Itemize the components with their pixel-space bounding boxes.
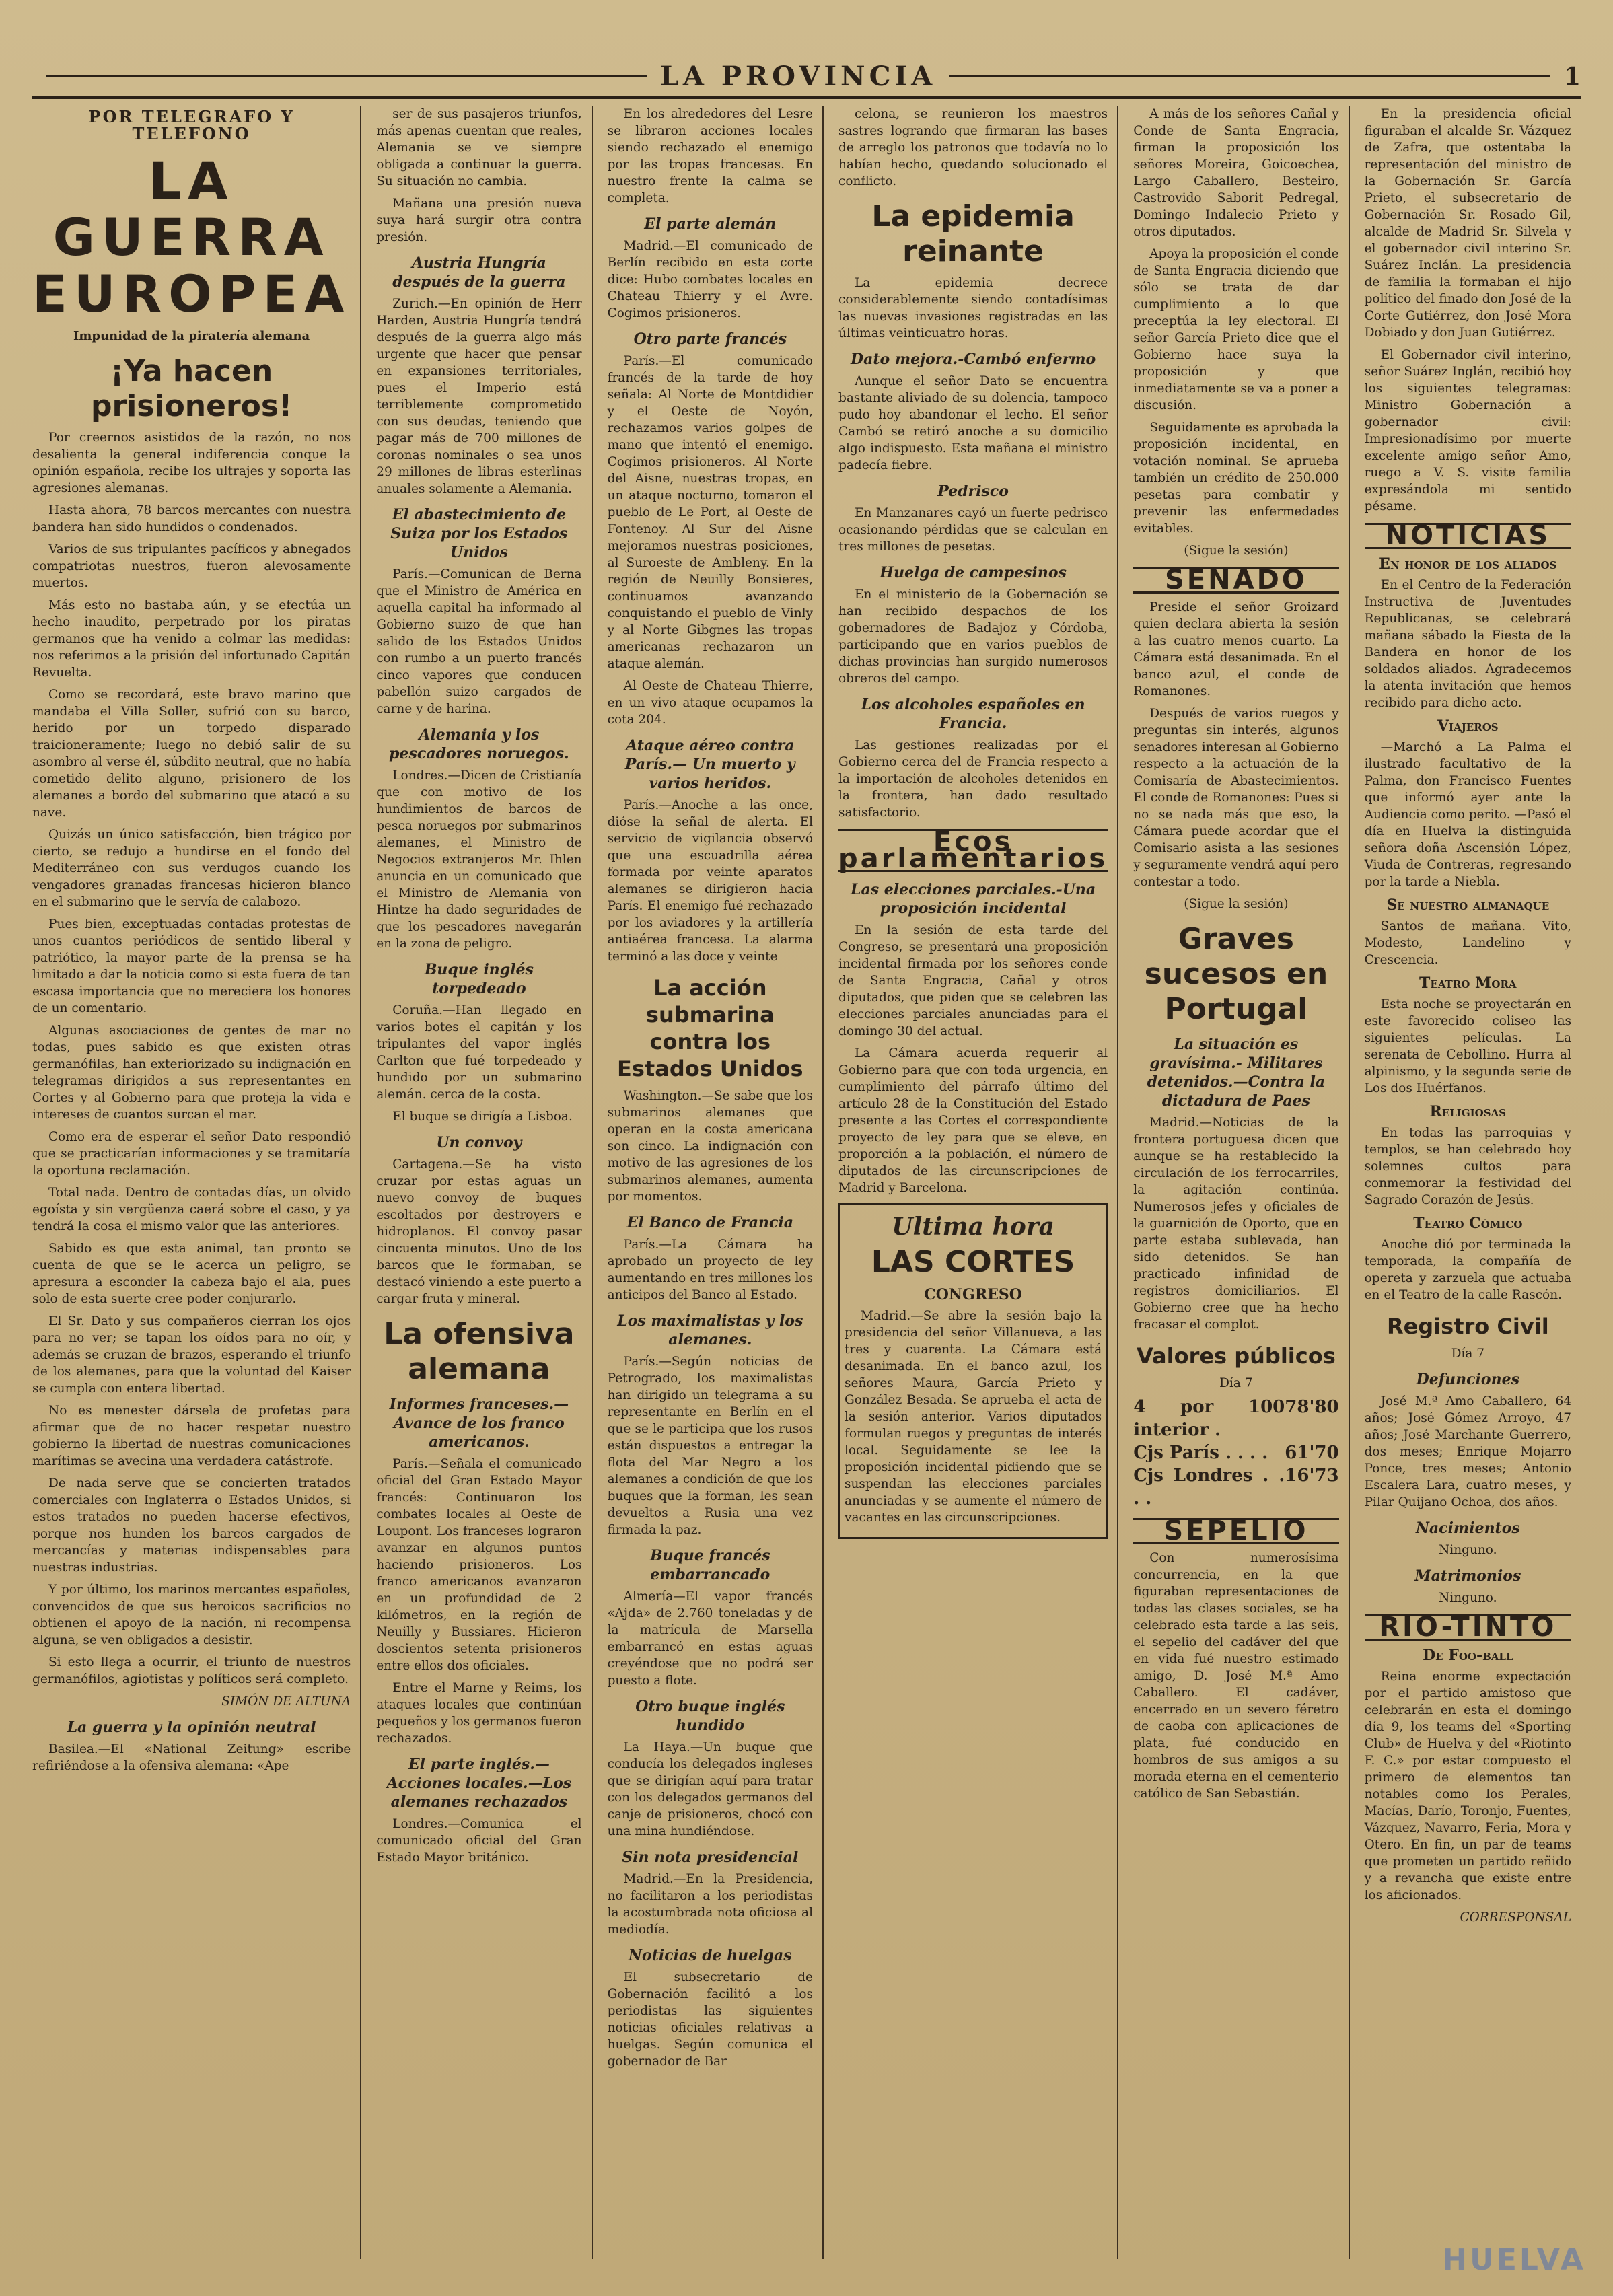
paragraph: A más de los señores Cañal y Conde de Santa Engracia, firman la proposición los señores Moreira, Goicoechea, Largo Caballero, Besteiro, Castrovido Saborit Pedregal, Domingo Indalecio Prieto y otros diputados.: [1133, 107, 1339, 239]
paragraph: En la presidencia oficial figuraban el alcalde Sr. Vázquez de Zafra, que ostentaba la representación del ministro de la Gobernación Sr. García Prieto, el subsecretario de Gobernación Sr. Rosado Gil, alcalde de Madrid Sr. Silvela y el gobernador civil interino Sr. Suárez Inclán. La presidencia de familia la formaban el hijo político del finado don José de la Corte Gutiérrez, don José Mora Dobiado y don Juan Gutiérrez.: [1364, 107, 1571, 340]
column-1: [32, 106, 361, 2259]
columns: [32, 106, 1581, 2259]
paragraph: De nada serve que se concierten tratados comerciales con Inglaterra o Estados Unidos, si estos tratados no pueden hacerse efectivos, porque nos hunden los barcos cargados de mercancías y materias indispensables para nuestras industrias.: [32, 1476, 351, 1575]
paragraph: Total nada. Dentro de contadas días, un olvido egoísta y sin vergüenza caerá sobre el caso, y ya tendrá la cosa el mismo valor que las anteriores.: [32, 1186, 351, 1233]
paragraph: Entre el Marne y Reims, los ataques locales que continúan pequeños y los germanos fueron rechazados.: [376, 1681, 582, 1746]
subsection-heading: Matrimonios: [1414, 1567, 1521, 1585]
paragraph: Al Oeste de Chateau Thierre, en un vivo ataque ocupamos la cota 204.: [607, 679, 813, 727]
section-kicker: POR TELEGRAFO Y TELEFONO: [88, 107, 295, 143]
bond-value: 61'70: [1285, 1443, 1339, 1463]
paragraph: —Marchó a La Palma el ilustrado facultativo de la Palma, don Francisco Fuentes que informó ayer ante la Audiencia como perito. —Pasó el día en Huelva la distinguida señora doña Ascensión López, Viuda de Contreras, regresando por la tarde a Niebla.: [1364, 740, 1571, 889]
section-heading: Austria Hungría después de la guerra: [392, 254, 566, 291]
paragraph: Después de varios ruegos y preguntas sin interés, algunos senadores interesan al Gobierno respecto a la actuación de la Comisaría de Abastecimientos. El conde de Romanones: Pues si no se nada más que eso, la Cámara puede acordar que el Comisario asista a las sesiones y seguramente vendrá aquí pero contestar a todo.: [1133, 707, 1339, 889]
paragraph: Madrid.—El comunicado de Berlín recibido en esta corte dice: Hubo combates locales en Chateau Thierry y el Avre. Cogimos prisioneros.: [607, 239, 813, 320]
bond-label: Cjs Londres . . . .: [1133, 1466, 1285, 1509]
paragraph: En Manzanares cayó un fuerte pedrisco ocasionando pérdidas que se calculan en tres millones de pesetas.: [838, 506, 1108, 554]
section-heading: De Foo-ball: [1423, 1647, 1513, 1664]
section-heading: El parte alemán: [644, 215, 777, 233]
paragraph: París.—Comunican de Berna que el Ministro de América en aquella capital ha informado al Gobierno suizo de que han salido de los Estados Unidos con rumbo a un puerto francés cinco vapores que conducen pabellón suizo cargados de carne y de harina.: [376, 567, 582, 716]
bond-value: 16'73: [1285, 1466, 1339, 1486]
paragraph: París.—El comunicado francés de la tarde de hoy señala: Al Norte de Montdidier y el Oeste de Noyón, rechazamos varios golpes de mano que intentó el enemigo. Cogimos prisioneros. Al Norte del Aisne, nuestras tropas, en un ataque nocturno, tomaron el pueblo de Le Port, al Oeste de Fontenoy. Al Sur del Aisne mejoramos nuestras posiciones, al Suroeste de Ambleny. En la región de Neuilly Bonsieres, continuamos avanzando conquistando el pueblo de Vinly y al Norte Gibgnes las tropas americanas rechazaron un ataque alemán.: [607, 354, 813, 671]
paragraph: Con numerosísima concurrencia, en la que figuraban representaciones de todas las clases sociales, se ha celebrado esta tarde a las seis, el sepelio del cadáver del que en vida fué nuestro estimado amigo, D. José M.ª Amo Caballero. El cadáver, encerrado en un severo féretro de caoba con aplicaciones de plata, fué conducido en hombros de sus amigos a su morada eterna en el cementerio católico de San Sebastián.: [1133, 1551, 1339, 1801]
paragraph: Seguidamente es aprobada la proposición incidental, en votación nominal. Se aprueba también un crédito de 250.000 pesetas para combatir y prevenir las enfermedades evitables.: [1133, 421, 1339, 536]
paragraph: Mañana una presión nueva suya hará surgir otra contra presión.: [376, 196, 582, 244]
section-heading: Se nuestro almanaque: [1386, 896, 1550, 914]
box-headline: LAS CORTES: [871, 1245, 1075, 1279]
paragraph: París.—La Cámara ha aprobado un proyecto de ley aumentando en tres millones los anticipos del Banco al Estado.: [607, 1237, 813, 1302]
section-heading: Ataque aéreo contra París.— Un muerto y varios heridos.: [624, 737, 795, 792]
paragraph: Pues bien, exceptuadas contadas protestas de unos cuantos periódicos de sentido liberal y patriótico, la mayor parte de la prensa se ha limitado a dar la noticia como si esta fuera de tan escasa importancia que no mereciera los honores de un comentario.: [32, 917, 351, 1015]
correspondent-signature: CORRESPONSAL: [1460, 1910, 1571, 1925]
column-6: [1365, 106, 1581, 2259]
section-heading: Sin nota presidencial: [622, 1849, 799, 1866]
subsection-heading: Nacimientos: [1415, 1519, 1520, 1537]
paragraph: La Haya.—Un buque que conducía los delegados ingleses que se dirigían aquí para tratar con los delegados germanos del canje de prisioneros, chocó con una mina hundiéndose.: [607, 1740, 813, 1838]
section-heading: Buque francés embarrancado: [649, 1547, 770, 1583]
section-heading: Buque inglés torpedeado: [424, 961, 534, 997]
section-heading: Otro parte francés: [633, 330, 787, 348]
paragraph: París.—Anoche a las once, dióse la señal de alerta. El servicio de vigilancia observó que una escuadrilla aérea formada por veinte aparatos alemanes se dirigieron hacia París. El enemigo fué rechazado por los aviadores y la artillería antiaérea francesa. La alarma terminó a las doce y veinte: [607, 798, 813, 964]
section-heading: El parte inglés.—Acciones locales.—Los alemanes rechazados: [386, 1756, 572, 1811]
main-deck: Impunidad de la piratería alemana: [73, 329, 310, 343]
paragraph: Cartagena.—Se ha visto cruzar por estas aguas un nuevo convoy de buques escoltados por destroyers e hidroplanos. El convoy pasar cincuenta minutos. Uno de los barcos que le formaban, se destacó viniendo a este puerto a cargar fruta y mineral.: [376, 1157, 582, 1306]
paragraph: El Sr. Dato y sus compañeros cierran los ojos para no ver; se tapan los oídos para no oír, y además se cruzan de brazos, esperando el triunfo de los alemanes, para que la voluntad del Kaiser se cumpla con entera libertad.: [32, 1314, 351, 1396]
paragraph: Apoya la proposición el conde de Santa Engracia diciendo que sólo se trata de dar cumplimiento a lo que preceptúa la ley electoral. El señor García Prieto dice que el Gobierno hace suya la proposición y que inmediatamente se va a poner a discusión.: [1133, 247, 1339, 412]
bonds-table: [1133, 1396, 1338, 1510]
paragraph: París.—Señala el comunicado oficial del Gran Estado Mayor francés: Continuaron los combates locales al Oeste de Loupont. Los franceses lograron avanzar en algunos puntos haciendo prisioneros. Los franco americanos avanzaron en un profundidad de 2 kilómetros, en la región de Neuilly y Bussiares. Hicieron doscientos setenta prisioneros entre ellos dos oficiales.: [376, 1457, 582, 1673]
date-line: Día 7: [1451, 1347, 1485, 1361]
article-body: [32, 429, 351, 1688]
paragraph: En el ministerio de la Gobernación se han recibido despachos de los gobernadores de Badajoz y Córdoba, participando que en varios pueblos de dichas provincias han surgido numerosos obreros del campo.: [838, 587, 1108, 686]
paragraph: ser de sus pasajeros triunfos, más apenas cuentan que reales, Alemania se ve siempre obligada a continuar la guerra. Su situación no cambia.: [376, 107, 582, 188]
paragraph: Santos de mañana. Vito, Modesto, Landelino y Crescencia.: [1364, 919, 1571, 967]
paragraph: La epidemia decrece considerablemente siendo contadísimas las nuevas invasiones registradas en las últimas veinticuatro horas.: [838, 276, 1108, 340]
section-heading: Los alcoholes españoles en Francia.: [861, 696, 1085, 732]
paragraph: José M.ª Amo Caballero, 64 años; José Gómez Arroyo, 47 años; José Marchante Guerrero, dos meses; Enrique Mojarro Ponce, tres meses; Antonio Escalera Lara, cuatro meses, y Pilar Quijano Ochoa, dos años.: [1364, 1394, 1571, 1509]
paragraph: Madrid.—Se abre la sesión bajo la presidencia del señor Villanueva, a las tres y cuarenta. La Cámara está desanimada. En el banco azul, los señores Maura, García Prieto y González Besada. Se aprueba el acta de la sesión anterior. Varios diputados formulan ruegos y preguntas de interés local. Seguidamente se lee la proposición incidental pidiendo que se suspendan las elecciones parciales anunciadas y se aumente el número de vacantes en las circunscripciones.: [845, 1309, 1102, 1525]
section-heading: La guerra y la opinión neutral: [67, 1719, 316, 1736]
paragraph: Hasta ahora, 78 barcos mercantes con nuestra bandera han sido hundidos o condenados.: [32, 503, 351, 534]
author-signature: SIMÓN DE ALTUNA: [221, 1694, 351, 1709]
column-3: [608, 106, 824, 2259]
section-heading: Dato mejora.-Cambó enfermo: [851, 351, 1096, 368]
main-headline: ¡Ya hacen prisioneros!: [91, 354, 293, 423]
registry-none: Ninguno.: [1439, 1543, 1497, 1557]
paragraph: Si esto llega a ocurrir, el triunfo de nuestros germanófilos, agiotistas y políticos será completo.: [32, 1655, 351, 1686]
paragraph: Esta noche se proyectarán en este favorecido coliseo las siguientes películas. La serenata de Cebollino. Hurra al alpinismo, y la segunda serie de Los dos Huérfanos.: [1364, 997, 1571, 1096]
section-heading: Noticias de huelgas: [628, 1947, 792, 1964]
paragraph: celona, se reunieron los maestros sastres logrando que firmaran las bases de arreglo los patronos que todavía no lo habían hecho, quedando solucionado el conflicto.: [838, 107, 1108, 188]
paragraph: Varios de sus tripulantes pacíficos y abnegados compatriotas nuestros, fueron alevosamente muertos.: [32, 542, 351, 590]
paragraph: El subsecretario de Gobernación facilitó a los periodistas las siguientes noticias oficiales relativas a huelgas. Según comunica el gobernador de Bar: [607, 1970, 813, 2069]
paragraph: Las gestiones realizadas por el Gobierno cerca del de Francia respecto a la importación de alcoholes detenidos en la frontera, han dado resultado satisfactorio.: [838, 738, 1108, 820]
session-note: (Sigue la sesión): [1184, 544, 1289, 558]
section-deck: La situación es gravísima.- Militares detenidos.—Contra la dictadura de Paes: [1147, 1036, 1326, 1110]
section-headline: Registro Civil: [1386, 1314, 1549, 1339]
section-banner: SENADO: [1133, 567, 1338, 594]
section-heading: Alemania y los pescadores noruegos.: [389, 726, 569, 762]
box-subtitle: CONGRESO: [924, 1286, 1022, 1303]
masthead: [32, 61, 1581, 99]
section-heading: Otro buque inglés hundido: [635, 1698, 785, 1734]
paragraph: Anoche dió por terminada la temporada, la compañía de opereta y zarzuela que actuaba en el Teatro de la calle Rascón.: [1364, 1237, 1571, 1302]
section-heading: Teatro Cómico: [1413, 1215, 1523, 1232]
paragraph: El buque se dirigía a Lisboa.: [392, 1110, 573, 1124]
paragraph: En todas las parroquias y templos, se han celebrado hoy solemnes cultos para conmemorar la festividad del Sagrado Corazón de Jesús.: [1364, 1126, 1571, 1207]
section-banner: NOTICIAS: [1365, 523, 1571, 549]
paragraph: Reina enorme expectación por el partido amistoso que celebrarán en esta el domingo día 9, los teams del «Sporting Club» de Huelva y del «Riotinto F. C.» por estar compuesto el primero de elementos tan notables como los Perales, Macías, Darío, Toronjo, Fuentes, Vázquez, Navarro, Feria, Mora y Otero. En fin, un par de teams que prometen un partido reñido y a revancha que existe entre los aficionados.: [1364, 1670, 1571, 1902]
section-heading: Pedrisco: [937, 482, 1009, 500]
box-title: Ultima hora: [892, 1213, 1054, 1241]
masthead-rule-right: [949, 75, 1550, 77]
bond-label: 4 por 100 interior .: [1133, 1397, 1285, 1440]
paragraph: La Cámara acuerda requerir al Gobierno para que con toda urgencia, en cumplimiento del párrafo último del artículo 28 de la Constitución del Estado presente a las Cortes el correspondiente proyecto de ley para que se eleve, en proporción a la población, el número de diputados de las circunscripciones de Madrid y Barcelona.: [838, 1046, 1108, 1195]
paragraph: Y por último, los marinos mercantes españoles, convencidos de que sus heroicos sacrificios no obtienen el apoyo de la nación, ni recompensa alguna, se ven obligados a desistir.: [32, 1583, 351, 1647]
bond-value: 78'80: [1285, 1397, 1339, 1417]
paragraph: En la sesión de esta tarde del Congreso, se presentará una proposición incidental firmada por los señores conde de Santa Engracia, Cañal y otros diputados, que piden que se celebren las elecciones parciales anunciadas para el domingo 30 del actual.: [838, 923, 1108, 1038]
paragraph: París.—Según noticias de Petrogrado, los maximalistas han dirigido un telegrama a su representante en Berlín en el que se le participa que los rusos están dispuestos a entregar la flota del Mar Negro a los alemanes a condición de que los buques que la forman, les sean devueltos a Rusia una vez firmada la paz.: [607, 1355, 813, 1537]
section-heading: Huelga de campesinos: [880, 564, 1067, 581]
paragraph: En los alrededores del Lesre se libraron acciones locales siendo rechazado el enemigo por las tropas francesas. En nuestro frente la calma se completa.: [607, 107, 813, 205]
paragraph: Zurich.—En opinión de Herr Harden, Austria Hungría tendrá después de la guerra algo más urgente que hacer que pensar en expansiones territoriales, pues el Imperio está terriblemente comprometido con sus deudas, teniendo que pagar más de 700 millones de coronas nominales o sea unos 29 millones de libras esterlinas anuales solamente a Alemania.: [376, 297, 582, 496]
masthead-rule-left: [46, 75, 647, 77]
section-heading: El Banco de Francia: [626, 1214, 794, 1231]
paragraph: Quizás un único satisfacción, bien trágico por cierto, se redujo a hundirse en el fondo del Mediterráneo con sus verdugos cuando los vengadores granadas francesas hicieron blanco en el submarino que le servía de calabozo.: [32, 828, 351, 909]
section-heading: En honor de los aliados: [1379, 555, 1557, 573]
paper-name: LA PROVINCIA: [659, 61, 937, 92]
date-line: Día 7: [1219, 1376, 1253, 1390]
section-heading: Religiosas: [1429, 1103, 1507, 1120]
paragraph: No es menester dársela de profetas para afirmar que de no hacer respetar nuestro gobierno la libertad de nuestras comunicaciones marítimas se avecina una verdadera catástrofe.: [32, 1404, 351, 1468]
archive-stamp: HUELVA: [1442, 2243, 1586, 2277]
paragraph: Londres.—Dicen de Cristianía que con motivo de los hundimientos de barcos de pesca noruegos por submarinos alemanes, el Ministro de Negocios extranjeros Mr. Ihlen anuncia en un comunicado que el Ministro de Alemania von Hintze ha dado seguridades de que los pescadores navegarán en la zona de peligro.: [376, 768, 582, 951]
paragraph: Como era de esperar el señor Dato respondió que se practicarían informaciones y se tramitaría la oportuna reclamación.: [32, 1130, 351, 1178]
paragraph: El Gobernador civil interino, señor Suárez Inglán, recibió hoy los siguientes telegramas: Ministro Gobernación a gobernador civil: Impresionadísimo por muerte excelente amigo señor Amo, ruego a V. S. visite familia expresándola mi sentido pésame.: [1364, 348, 1571, 513]
section-headline: La epidemia reinante: [871, 199, 1075, 268]
section-banner: SEPELIO: [1133, 1518, 1338, 1544]
section-headline: La acción submarina contra los Estados Unidos: [617, 975, 803, 1081]
paragraph: Almería—El vapor francés «Ajda» de 2.760 toneladas y de la matrícula de Marsella embarrancó en estas aguas creyéndose que no podrá ser puesto a flote.: [607, 1589, 813, 1688]
paragraph: Coruña.—Han llegado en varios botes el capitán y los tripulantes del vapor inglés Carlton que fué torpedeado y hundido por un submarino alemán. cerca de la costa.: [376, 1003, 582, 1102]
paragraph: En el Centro de la Federación Instructiva de Juventudes Republicanas, se celebrará mañana sábado la Fiesta de la Bandera en honor de los soldados aliados. Agradecemos la atenta invitación que hemos recibido para dicho acto.: [1364, 578, 1571, 710]
section-heading: El abastecimiento de Suiza por los Estados Unidos: [390, 506, 568, 561]
section-headline: Graves sucesos en Portugal: [1144, 922, 1328, 1026]
subsection-heading: Defunciones: [1416, 1371, 1519, 1388]
paragraph: Sabido es que esta animal, tan pronto se cuenta de que se le acerca un peligro, se apresura a esconder la cabeza bajo el ala, pues solo de esta suerte cree poder conjurarlo.: [32, 1242, 351, 1306]
session-note: (Sigue la sesión): [1184, 897, 1289, 911]
column-2: [376, 106, 592, 2259]
section-headline: La ofensiva alemana: [384, 1317, 575, 1386]
section-heading: Viajeros: [1437, 717, 1499, 735]
column-5: [1133, 106, 1349, 2259]
section-deck: Informes franceses.— Avance de los franco americanos.: [389, 1396, 569, 1451]
paragraph: Por creernos asistidos de la razón, no nos desalienta la general indiferencia conque la opinión española, recibe los ultrajes y soporta las agresiones alemanas.: [32, 431, 351, 495]
paragraph: Algunas asociaciones de gentes de mar no todas, pues sabido es que existen otras germanófilas, han exteriorizado su indignación en telegramas dirigidos a sus representantes en Cortes y al Gobierno para que proteja la vida e intereses de cuantos surcan el mar.: [32, 1024, 351, 1122]
page-number: 1: [1563, 62, 1581, 91]
paragraph: Washington.—Se sabe que los submarinos alemanes que operan en la costa americana son cinco. La indignación con motivo de las agresiones de los submarinos alemanes, aumenta por momentos.: [607, 1089, 813, 1204]
registry-none: Ninguno.: [1439, 1591, 1497, 1605]
paragraph: Preside el señor Groizard quien declara abierta la sesión a las cuatro menos cuarto. La Cámara está desanimada. En el banco azul, el conde de Romanones.: [1133, 600, 1339, 698]
section-heading: Un convoy: [436, 1134, 522, 1151]
paragraph: Londres.—Comunica el comunicado oficial del Gran Estado Mayor británico.: [376, 1817, 582, 1865]
column-4: [838, 106, 1118, 2259]
section-heading: Los maximalistas y los alemanes.: [617, 1312, 803, 1349]
paragraph: Madrid.—Noticias de la frontera portuguesa dicen que aunque se ha restablecido la circulación de los ferrocarriles, la agitación continúa. Numerosos jefes y oficiales de la guarnición de Oporto, que en parte estaba sublevada, han sido detenidos. Se han practicado infinidad de registros domiciliarios. El Gobierno cree que ha hecho fracasar el complot.: [1133, 1116, 1339, 1332]
section-heading: Teatro Mora: [1419, 974, 1517, 992]
section-banner: Ecos parlamentarios: [838, 826, 1108, 874]
paragraph: Basilea.—El «National Zeitung» escribe refiriéndose a la ofensiva alemana: «Ape: [32, 1742, 351, 1773]
bond-label: Cjs París . . . .: [1133, 1443, 1268, 1463]
section-heading: Valores públicos: [1137, 1343, 1336, 1369]
section-heading: Las elecciones parciales.-Una proposición incidental: [851, 881, 1096, 917]
paragraph: Madrid.—En la Presidencia, no facilitaron a los periodistas la acostumbrada nota oficiosa al mediodía.: [607, 1872, 813, 1937]
paragraph: Aunque el señor Dato se encuentra bastante aliviado de su dolencia, tampoco pudo hoy abandonar el lecho. El señor Cambó se retiró anoche a su domicilio algo indispuesto. Esta mañana el ministro padecía fiebre.: [838, 374, 1108, 472]
main-title: LA GUERRA EUROPEA: [32, 151, 351, 324]
section-banner: RIO-TINTO: [1365, 1614, 1571, 1641]
last-hour-box: [838, 1203, 1108, 1539]
paragraph: Como se recordará, este bravo marino que mandaba el Villa Soller, sufrió con su barco, herido por un torpedo disparado traicioneramente; luego no debió salir de su asombro al verse él, súbdito neutral, que no había cometido delito alguno, prisionero de los alemanes a bordo del submarino que atacó a su nave.: [32, 688, 351, 820]
paragraph: Más esto no bastaba aún, y se efectúa un hecho inaudito, perpetrado por los piratas germanos que ha venido a colmar las medidas: nos referimos a la prisión del infortunado Capitán Revuelta.: [32, 598, 351, 680]
